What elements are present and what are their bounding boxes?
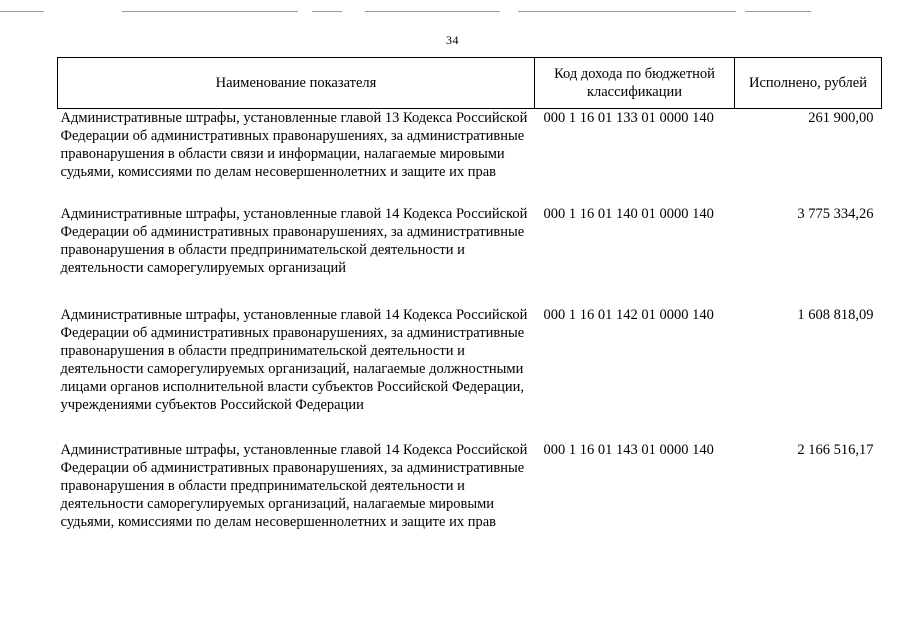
table-row (58, 205, 882, 306)
row-name: Административные штрафы, установленные главой 14 Кодекса Российской Федерации об административных правонарушениях, за административные правонарушения в области предпринимательской деятельности и деятельности саморегулируемых организаций, налагаемые должностными лицами органов исполнительной власти субъектов Российской Федерации, учреждениями субъектов Российской Федерации (60, 307, 528, 413)
header-name: Наименование показателя (58, 58, 535, 109)
table-row (58, 306, 882, 441)
row-code: 000 1 16 01 140 01 0000 140 (543, 206, 714, 222)
scan-artifact-line (745, 11, 811, 12)
row-name: Административные штрафы, установленные главой 13 Кодекса Российской Федерации об административных правонарушениях, за административные правонарушения в области связи и информации, налагаемые мировыми судьями, комиссиями по делам несовершеннолетних и защите их прав (60, 110, 528, 180)
row-code: 000 1 16 01 143 01 0000 140 (543, 442, 714, 458)
row-name: Административные штрафы, установленные главой 14 Кодекса Российской Федерации об административных правонарушениях, за административные правонарушения в области предпринимательской деятельности и деятельности саморегулируемых организаций (60, 206, 528, 276)
row-code: 000 1 16 01 133 01 0000 140 (543, 110, 714, 126)
scan-artifact-line (312, 11, 342, 12)
table-header-row (58, 58, 882, 109)
row-amount: 3 775 334,26 (797, 206, 874, 222)
table-row (58, 109, 882, 206)
header-amount: Исполнено, рублей (735, 58, 882, 109)
row-amount: 1 608 818,09 (797, 307, 874, 323)
row-name: Административные штрафы, установленные главой 14 Кодекса Российской Федерации об административных правонарушениях, за административные правонарушения в области предпринимательской деятельности и деятельности саморегулируемых организаций, налагаемые мировыми судьями, комиссиями по делам несовершеннолетних и защите их прав (60, 442, 528, 530)
scan-artifact-line (518, 11, 736, 12)
scan-artifact-line (365, 11, 500, 12)
report-table (57, 57, 882, 557)
scan-artifact-line (0, 11, 44, 12)
table-row (58, 441, 882, 557)
header-code: Код дохода по бюджетной классификации (535, 58, 735, 109)
scan-artifact-line (122, 11, 298, 12)
page-number: 34 (446, 33, 459, 47)
row-code: 000 1 16 01 142 01 0000 140 (543, 307, 714, 323)
row-amount: 2 166 516,17 (797, 442, 874, 458)
row-amount: 261 900,00 (808, 110, 874, 126)
